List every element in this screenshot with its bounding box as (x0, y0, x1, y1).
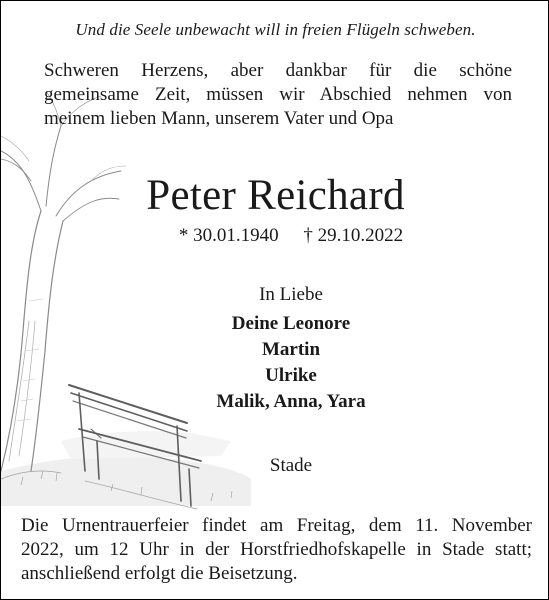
mourners-intro: In Liebe (259, 284, 323, 305)
intro-text (44, 59, 512, 131)
motto-quote: Und die Seele unbewacht will in freien Flügeln schweben. (75, 20, 476, 39)
mourner-name: Deine Leonore (231, 313, 351, 334)
deceased-name: Peter Reichard (146, 172, 405, 219)
ceremony-line: anschließend erfolgt die Beisetzung. (21, 563, 298, 584)
mourner-name: Martin (261, 339, 321, 360)
mourners-list (101, 311, 481, 415)
ceremony-line: 2022, um 12 Uhr in der Horstfriedhofskapelle in Stade statt; (21, 539, 532, 560)
ceremony-line: Die Urnentrauerfeier findet am Freitag, dem 11. November (21, 515, 532, 536)
ceremony-note (21, 514, 532, 586)
birth-date: * 30.01.1940 (178, 225, 279, 246)
mourner-name: Ulrike (265, 365, 317, 386)
life-dates (101, 225, 481, 247)
place-name: Stade (269, 455, 313, 476)
death-date: † 29.10.2022 (303, 225, 404, 246)
intro-line: Schweren Herzens, aber dankbar für die schöne (44, 60, 512, 81)
intro-line: gemeinsame Zeit, müssen wir Abschied nehmen von (44, 84, 512, 105)
mourner-name: Malik, Anna, Yara (216, 391, 366, 412)
intro-line: meinem lieben Mann, unserem Vater und Opa (44, 108, 394, 129)
